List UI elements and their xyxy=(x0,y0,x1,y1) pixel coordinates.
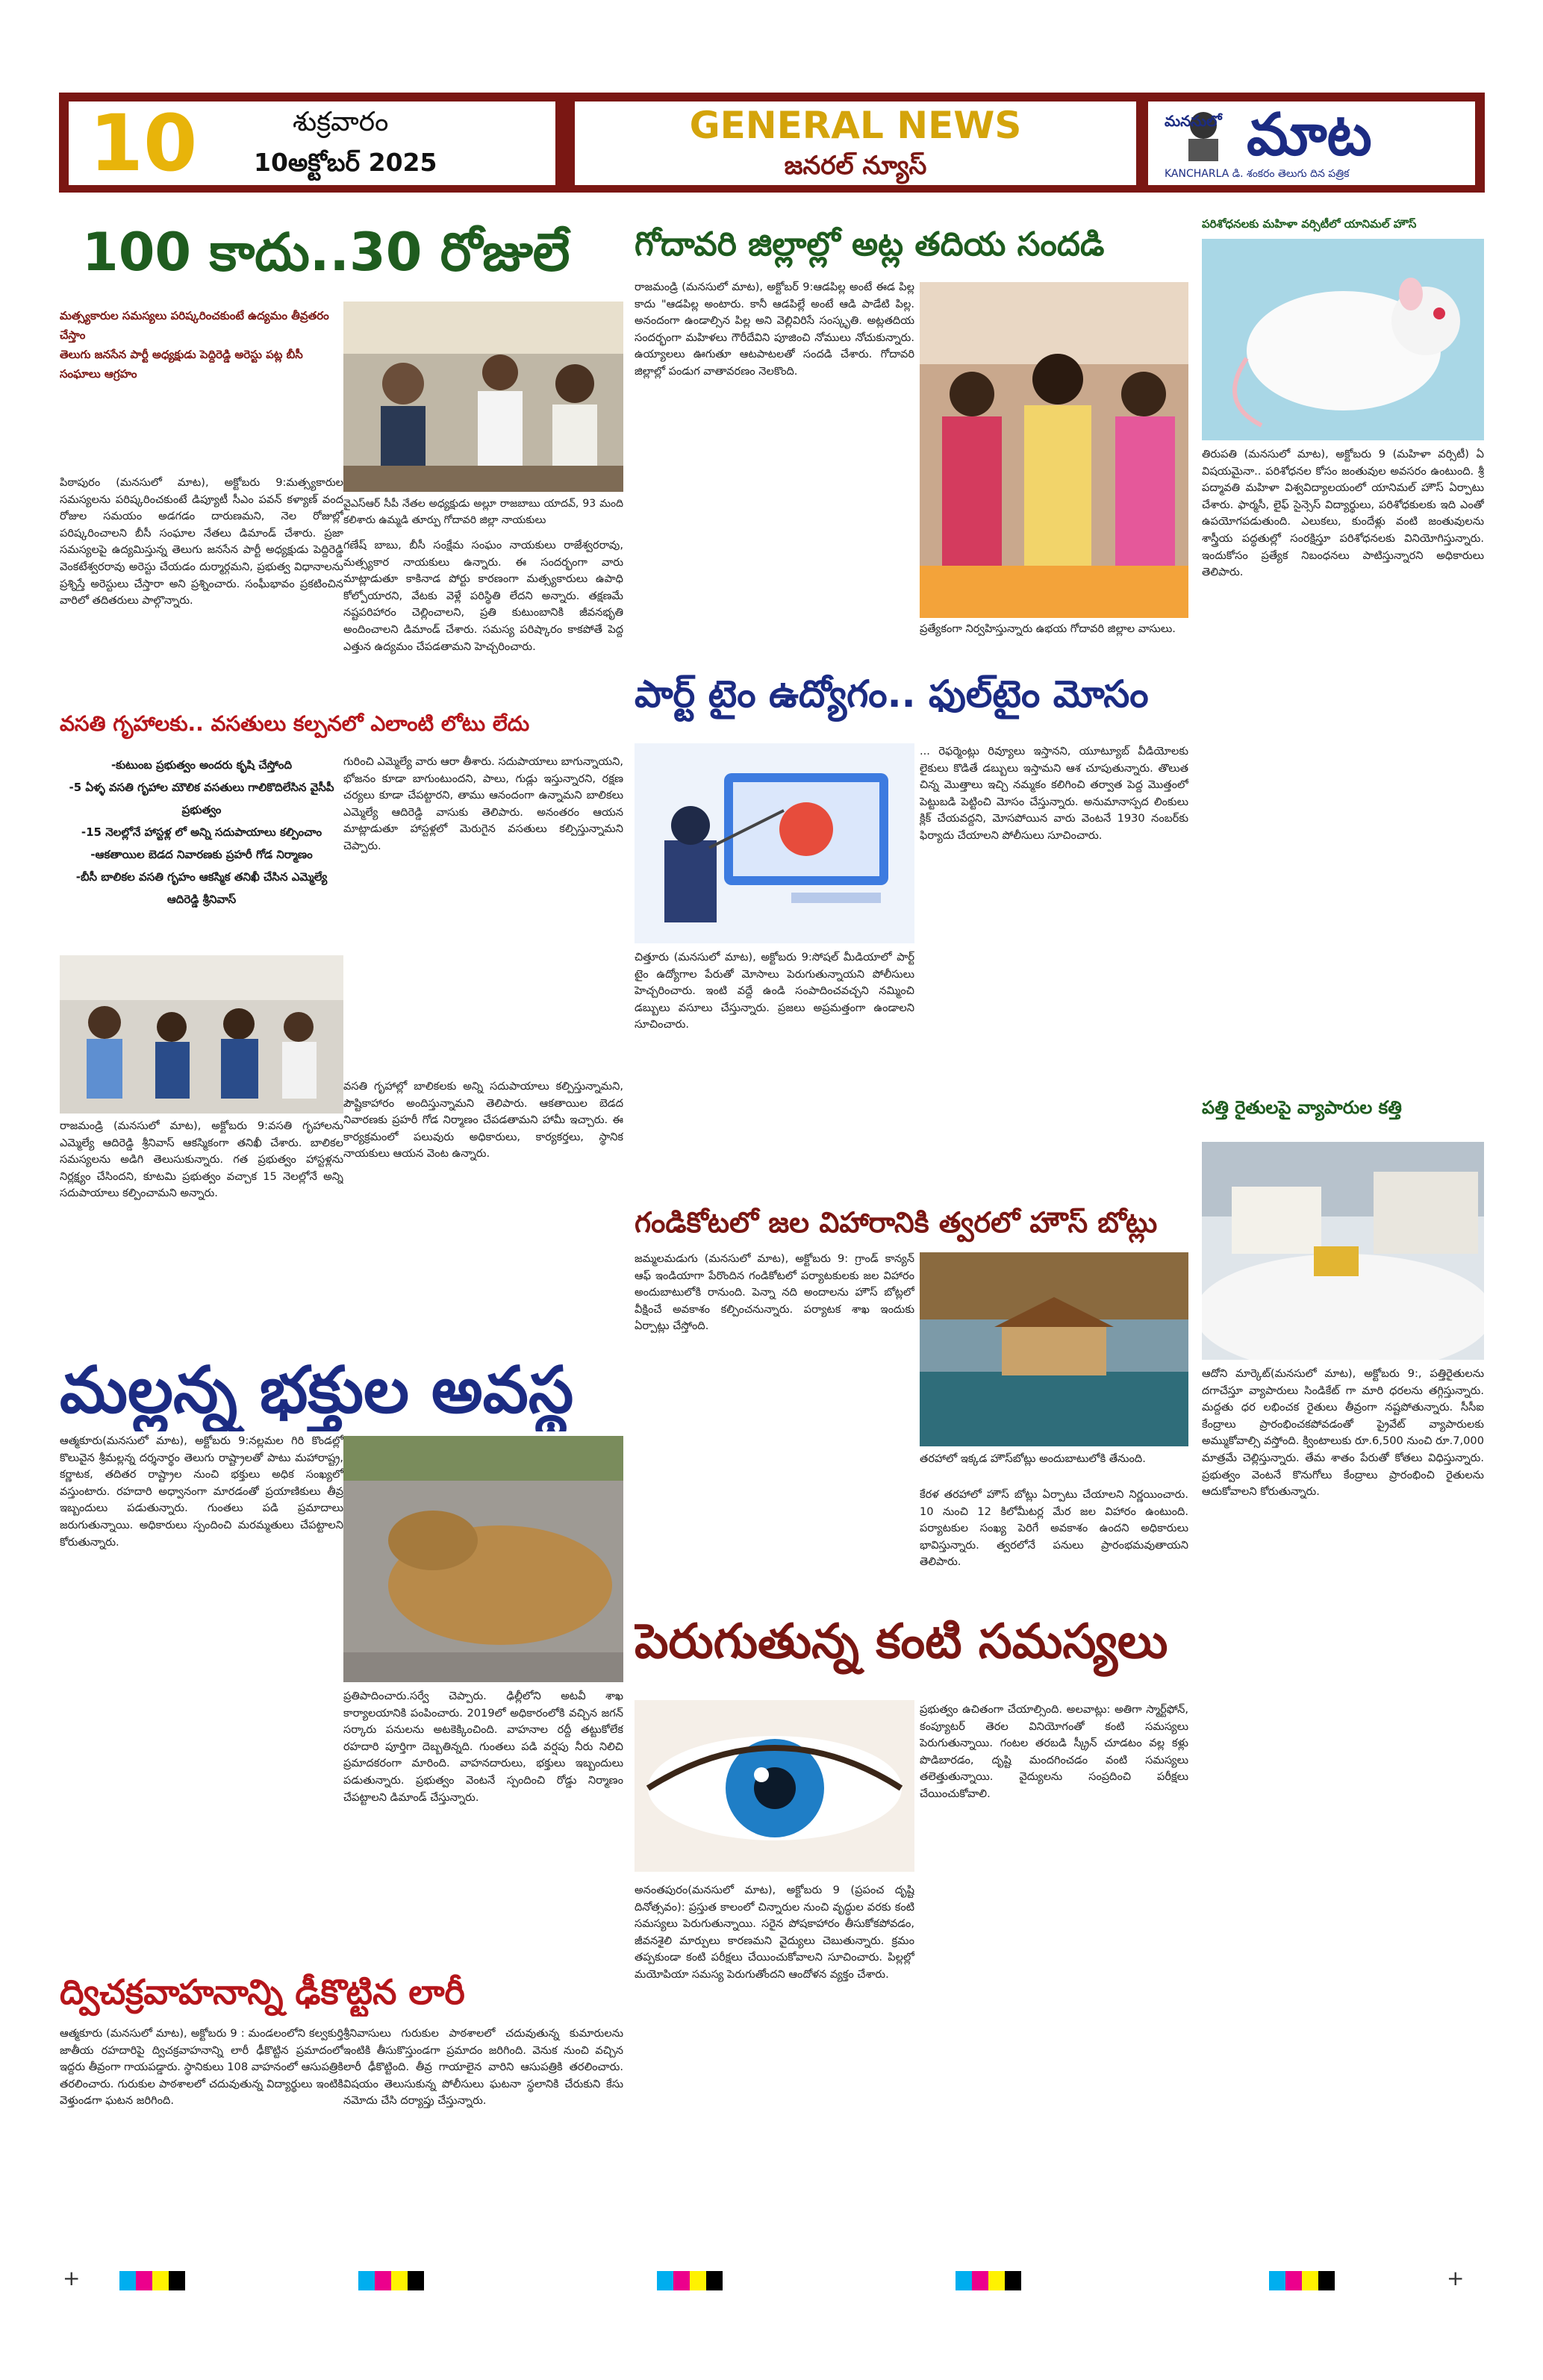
a1-body1: పిఠాపురం (మనసులో మాట), అక్టోబరు 9:మత్స్యకారుల సమస్యలను పరిష్కరించకుంటే డిప్యూటీ సీఎం పవన్ కళ్యాణ్ వంద రోజుల సమయం అడగడం దారుణమని, నెల రోజుల్లో పరిష్కరించాలని బీసీ సంఘాల నేతలు డిమాండ్ చేశారు. ప్రజా సమస్యలపై ఉద్యమిస్తున్న తెలుగు జనసేన పార్టీ అధ్యక్షుడు పెద్దిరెడ్డి వెంకటేశ్వరరావు అరెస్టు చేయడం దుర్మార్గమని, ప్రభుత్వ విధానాలను ప్రశ్నిస్తే అరెస్టులు చేస్తారా అని ప్రశ్నించారు. సంఘీభావం ప్రకటించిన వారిలో తదితరులు పాల్గొన్నారు. xyxy=(60,476,343,608)
a6-illustration xyxy=(635,743,914,943)
crop-mark-left: + xyxy=(63,2266,81,2290)
a2-photo xyxy=(60,955,343,1114)
a2-body-a: గురించి ఎమ్మెల్యే వారు ఆరా తీశారు. సదుపాయాలు బాగున్నాయని, భోజనం కూడా బాగుంటుందని, పాలు, గుడ్లు ఇస్తున్నారని, రక్షణ చర్యలు కూడా చేపట్టారని, తాము ఆనందంగా ఉన్నామని బాలికలు ఎమ్మెల్యే ఆదిరెడ్డి వాసుకు తెలిపారు. అనంతరం ఆయన మాట్లాడుతూ హాస్టళ్లలో మెరుగైన వసతులు కల్పిస్తున్నామని చెప్పారు. xyxy=(343,755,623,852)
a1-photo-caption: వైఎస్ఆర్ సీపీ నేతల అధ్యక్షుడు అల్లూ రాజబాబు యాదవ్, 93 మంది కలిశారు ఉమ్మడి తూర్పు గోదావరి జిల్లా నాయకులు xyxy=(343,498,623,526)
a4-headline: ద్విచక్రవాహనాన్ని ఢీకొట్టిన లారీ xyxy=(60,1972,465,2012)
a7-photo-caption: తరహాలో ఇక్కడ హౌస్‌బోట్లు అందుబాటులోకి తేనుంది. xyxy=(920,1452,1146,1465)
date-label: 10అక్టోబర్ 2025 xyxy=(254,148,437,177)
a5-photo xyxy=(920,282,1188,618)
a2-headline: వసతి గృహాలకు.. వసతులు కల్పనలో ఎలాంటి లోటు లేదు xyxy=(60,711,530,736)
a3-body1: ఆత్మకూరు(మనసులో మాట), అక్టోబరు 9:నల్లమల గిరి కొండల్లో కొలువైన శ్రీమల్లన్న దర్శనార్థం తెలుగు రాష్ట్రాలతో పాటు మహారాష్ట్ర, కర్ణాటక, తదితర రాష్ట్రాల నుంచి భక్తులు అధిక సంఖ్యలో వస్తుంటారు. రహదారి అధ్వానంగా మారడంతో ప్రయాణికులు తీవ్ర ఇబ్బందులు పడుతున్నారు. గుంతలు పడి ప్రమాదాలు జరుగుతున్నాయి. అధికారులు స్పందించి మరమ్మతులు చేపట్టాలని కోరుతున్నారు. xyxy=(60,1434,343,1549)
day-label: శుక్రవారం xyxy=(293,107,389,137)
a1-photo xyxy=(343,302,623,492)
color-bar-5 xyxy=(1269,2271,1335,2290)
color-bar-1 xyxy=(119,2271,185,2290)
brand-name: మాట xyxy=(1247,101,1372,169)
a1-subhead: మత్స్యకారుల సమస్యలు పరిష్కరించకుంటే ఉద్యమం తీవ్రతరం చేస్తాం తెలుగు జనసేన పార్టీ అధ్యక్షుడు పెద్దిరెడ్డి అరెస్టు పట్ల బీసీ సంఘాలు ఆగ్రహం xyxy=(60,309,329,381)
a2-bullets: -కుటుంబ ప్రభుత్వం అందరు కృషి చేస్తోంది -5 ఏళ్ళ వసతి గృహాల మౌలిక వసతులు గాలికొదిలేసిన వైసీపీ ప్రభుత్వం -15 నెలల్లోనే హాస్టళ్ల లో అన్ని సదుపాయాలు కల్పించాం -ఆకతాయిల బెడద నివారణకు ప్రహరీ గోడ నిర్మాణం -బీసీ బాలికల వసతి గృహం ఆకస్మిక తనిఖీ చేసిన ఎమ్మెల్యే ఆదిరెడ్డి శ్రీనివాస్ xyxy=(69,758,334,906)
section-title-en: GENERAL NEWS xyxy=(689,104,1022,147)
a8-headline: పెరుగుతున్న కంటి సమస్యలు xyxy=(635,1614,1168,1670)
a10-photo xyxy=(1202,1142,1484,1360)
a8-eye-photo xyxy=(635,1700,914,1872)
a5-photo-caption: ప్రత్యేకంగా నిర్వహిస్తున్నారు ఉభయ గోదావరి జిల్లాల వాసులు. xyxy=(920,622,1176,635)
a1-headline: 100 కాదు..30 రోజులే xyxy=(82,222,570,282)
a6-headline: పార్ట్ టైం ఉద్యోగం.. ఫుల్‌టైం మోసం xyxy=(635,672,1149,716)
a3-headline: మల్లన్న భక్తుల అవస్థ xyxy=(60,1353,574,1428)
brand-caption: KANCHARLA డి. శంకరం తెలుగు దిన పత్రిక xyxy=(1165,168,1350,180)
a10-headline: పత్తి రైతులపై వ్యాపారుల కత్తి xyxy=(1202,1097,1402,1118)
a1-body2: గణేష్ బాబు, బీసీ సంక్షేమ సంఘం నాయకులు రాజేశ్వరరావు, మత్స్యకార నాయకులు ఉన్నారు. ఈ సందర్భంగా వారు మాట్లాడుతూ కాకినాడ పోర్టు కారణంగా మత్స్యకారులు ఉపాధి కోల్పోయారని, వేటకు వెళ్లే పరిస్థితి లేదని అన్నారు. తక్షణమే నష్టపరిహారం చెల్లించాలని, ప్రతి కుటుంబానికి జీవనభృతి అందించాలని డిమాండ్ చేశారు. సమస్య పరిష్కారం కాకపోతే పెద్ద ఎత్తున ఉద్యమం చేపడతామని హెచ్చరించారు. xyxy=(343,539,623,653)
color-bar-2 xyxy=(358,2271,424,2290)
a4-body2: శ్రీనివాసులు గురుకుల పాఠశాలలో చదువుతున్న కుమారులను ఇంటికి తీసుకొస్తుండగా ప్రమాదం జరిగింది. వెనుక నుంచి వచ్చిన లారీ ఢీకొట్టింది. తీవ్ర గాయాలైన వారిని ఆసుపత్రికి తరలించారు. విషయం తెలుసుకున్న పోలీసులు ఘటనా స్థలానికి చేరుకుని కేసు నమోదు చేసి దర్యాప్తు చేస్తున్నారు. xyxy=(343,2027,623,2108)
a7-body1: జమ్మలమడుగు (మనసులో మాట), అక్టోబరు 9: గ్రాండ్ కాన్యన్ ఆఫ్ ఇండియాగా పేరొందిన గండికోటలో పర్యాటకులకు జల విహారం అందుబాటులోకి రానుంది. పెన్నా నది అందాలను హౌస్ బోట్లలో వీక్షించే అవకాశం కల్పించనున్నారు. పర్యాటక శాఖ ఇందుకు ఏర్పాట్లు చేస్తోంది. xyxy=(635,1252,914,1333)
page-number: 10 xyxy=(89,101,198,185)
section-title-te: జనరల్ న్యూస్ xyxy=(784,151,927,181)
a5-headline: గోదావరి జిల్లాల్లో అట్ల తదియ సందడి xyxy=(635,225,1105,263)
a2-body-c: వసతి గృహాల్లో బాలికలకు అన్ని సదుపాయాలు కల్పిస్తున్నామని, పౌష్టికాహారం అందిస్తున్నామని తెలిపారు. ఆకతాయిల బెడద నివారణకు ప్రహరీ గోడ నిర్మాణం చేపడతామని హామీ ఇచ్చారు. ఈ కార్యక్రమంలో పలువురు అధికారులు, కార్యకర్తలు, స్థానిక నాయకులు ఆయన వెంట ఉన్నారు. xyxy=(343,1080,623,1161)
a3-body2: ప్రతిపాదించారు.సర్వే చెప్పారు. ఢిల్లీలోని అటవీ శాఖ కార్యాలయానికి పంపించారు. 2019లో అధికారంలోకి వచ్చిన జగన్ సర్కారు పనులను అటకెక్కించింది. వాహనాల రద్దీ తట్టుకోలేక రహదారి పూర్తిగా దెబ్బతిన్నది. గుంతలు పడి వర్షపు నీరు నిలిచి ప్రమాదకరంగా మారింది. వాహనదారులు, భక్తులు ఇబ్బందులు పడుతున్నారు. ప్రభుత్వం వెంటనే స్పందించి రోడ్డు నిర్మాణం చేపట్టాలని డిమాండ్ చేస్తున్నారు. xyxy=(343,1690,623,1804)
a9-photo xyxy=(1202,239,1484,440)
a2-body-b: రాజమండ్రి (మనసులో మాట), అక్టోబరు 9:వసతి గృహాలను ఎమ్మెల్యే ఆదిరెడ్డి శ్రీనివాస్ ఆకస్మికంగా తనిఖీ చేశారు. బాలికల సమస్యలను అడిగి తెలుసుకున్నారు. గత ప్రభుత్వం హాస్టళ్లను నిర్లక్ష్యం చేసిందని, కూటమి ప్రభుత్వం వచ్చాక 15 నెలల్లోనే అన్ని సదుపాయాలు కల్పించామని అన్నారు. xyxy=(60,1119,343,1200)
a3-photo xyxy=(343,1436,623,1682)
crop-mark-right: + xyxy=(1447,2266,1465,2290)
a6-body1: చిత్తూరు (మనసులో మాట), అక్టోబరు 9:సోషల్ మీడియాలో పార్ట్ టైం ఉద్యోగాల పేరుతో మోసాలు పెరుగుతున్నాయని పోలీసులు హెచ్చరించారు. ఇంటి వద్దే ఉండి సంపాదించవచ్చని నమ్మించి డబ్బులు వసూలు చేస్తున్నారు. ప్రజలు అప్రమత్తంగా ఉండాలని సూచించారు. xyxy=(635,951,914,1031)
color-bar-3 xyxy=(657,2271,723,2290)
color-bar-4 xyxy=(956,2271,1021,2290)
a7-headline: గండికోటలో జల విహారానికి త్వరలో హౌస్ బోట్లు xyxy=(635,1206,1158,1239)
a6-body2: ... రెఫర్మెంట్లు రివ్యూలు ఇస్తానని, యూట్యూబ్ వీడియోలకు లైకులు కొడితే డబ్బులు ఇస్తామని ఆశ చూపుతున్నారు. తొలుత చిన్న మొత్తాలు ఇచ్చి నమ్మకం కలిగించి తర్వాత పెద్ద మొత్తంలో పెట్టుబడి పెట్టించి మోసం చేస్తున్నారు. అనుమానాస్పద లింకులు క్లిక్ చేయవద్దని, మోసపోయిన వారు వెంటనే 1930 నంబర్‌కు ఫిర్యాదు చేయాలని పోలీసులు సూచించారు. xyxy=(920,745,1188,842)
a8-body2: అనంతపురం(మనసులో మాట), అక్టోబరు 9 (ప్రపంచ దృష్టి దినోత్సవం): ప్రస్తుత కాలంలో చిన్నారుల నుంచి వృద్ధుల వరకు కంటి సమస్యలు పెరుగుతున్నాయి. సరైన పోషకాహారం తీసుకోకపోవడం, జీవనశైలి మార్పులు కారణమని వైద్యులు చెబుతున్నారు. క్రమం తప్పకుండా కంటి పరీక్షలు చేయించుకోవాలని సూచించారు. పిల్లల్లో మయోపియా సమస్య పెరుగుతోందని ఆందోళన వ్యక్తం చేశారు. xyxy=(635,1884,914,1981)
a9-body1: తిరుపతి (మనసులో మాట), అక్టోబరు 9 (మహిళా వర్సిటీ) ఏ విషయమైనా.. పరిశోధనల కోసం జంతువుల అవసరం ఉంటుంది. శ్రీ పద్మావతి మహిళా విశ్వవిద్యాలయంలో యానిమల్ హౌస్ ఏర్పాటు చేశారు. ఫార్మసీ, లైఫ్ సైన్సెస్ విద్యార్థులు, పరిశోధకులకు ఇది ఎంతో ఉపయోగపడుతుంది. ఎలుకలు, కుందేళ్లు వంటి జంతువులను శాస్త్రీయ పద్ధతుల్లో సంరక్షిస్తూ పరిశోధనలకు వినియోగిస్తున్నారు. ఇందుకోసం ప్రత్యేక నిబంధనలు పాటిస్తున్నారని అధికారులు తెలిపారు. xyxy=(1202,448,1484,579)
a7-photo xyxy=(920,1252,1188,1446)
a10-body1: ఆదోని మార్కెట్(మనసులో మాట), అక్టోబరు 9:, పత్తిరైతులను దగాచేస్తూ వ్యాపారులు సిండికేట్ గా మారి ధరలను తగ్గిస్తున్నారు. మద్దతు ధర లభించక రైతులు తీవ్రంగా నష్టపోతున్నారు. సీసీఐ కేంద్రాలు ప్రారంభించకపోవడంతో ప్రైవేట్ వ్యాపారులకు అమ్ముకోవాల్సి వస్తోంది. క్వింటాలుకు రూ.6,500 నుంచి రూ.7,000 మాత్రమే చెల్లిస్తున్నారు. తేమ శాతం పేరుతో కోతలు విధిస్తున్నారు. ప్రభుత్వం వెంటనే కొనుగోలు కేంద్రాలు ప్రారంభించి రైతులను ఆదుకోవాలని కోరుతున్నారు. xyxy=(1202,1367,1484,1499)
a8-body1: ప్రభుత్వం ఉచితంగా చేయాల్సింది. అలవాట్లు: అతిగా స్మార్ట్‌ఫోన్, కంప్యూటర్ తెరల వినియోగంతో కంటి సమస్యలు పెరుగుతున్నాయి. గంటల తరబడి స్క్రీన్ చూడటం వల్ల కళ్లు పొడిబారడం, దృష్టి మందగించడం వంటి సమస్యలు తలెత్తుతున్నాయి. వైద్యులను సంప్రదించి పరీక్షలు చేయించుకోవాలి. xyxy=(920,1703,1188,1800)
a7-body2: కేరళ తరహాలో హౌస్ బోట్లు ఏర్పాటు చేయాలని నిర్ణయించారు. 10 నుంచి 12 కిలోమీటర్ల మేర జల విహారం ఉంటుంది. పర్యాటకుల సంఖ్య పెరిగే అవకాశం ఉందని అధికారులు భావిస్తున్నారు. త్వరలోనే పనులు ప్రారంభమవుతాయని తెలిపారు. xyxy=(920,1488,1188,1569)
brand-small: మనసులో xyxy=(1165,112,1222,130)
a5-body1: రాజమండ్రి (మనసులో మాట), అక్టోబర్ 9:ఆడపిల్ల అంటే ఈడ పిల్ల కాదు "ఆడపిల్ల అంటారు. కానీ ఆడపిల్లే అంటే ఆడి పాడేటి పిల్ల. అనందంగా ఉండాల్సిన పిల్ల అని వెల్లివిరిసే సంస్కృతి. అట్లతదియ సందర్భంగా మహిళలు గౌరీదేవిని పూజించి నోములు నోచుకున్నారు. ఉయ్యాలలు ఊగుతూ ఆటపాటలతో సందడి చేశారు. గోదావరి జిల్లాల్లో పండుగ వాతావరణం నెలకొంది. xyxy=(635,281,914,378)
a4-body1: ఆత్మకూరు (మనసులో మాట), అక్టోబరు 9 : మండలంలోని కల్వకుర్తి జాతీయ రహదారిపై ద్విచక్రవాహనాన్ని లారీ ఢీకొట్టిన ప్రమాదంలో ఇద్దరు తీవ్రంగా గాయపడ్డారు. స్థానికులు 108 వాహనంలో ఆసుపత్రికి తరలించారు. గురుకుల పాఠశాలలో చదువుతున్న విద్యార్థులు ఇంటికి వెళ్తుండగా ఘటన జరిగింది. xyxy=(60,2027,343,2108)
a9-headline: పరిశోధనలకు మహిళా వర్సిటీలో యానిమల్ హౌస్ xyxy=(1202,217,1417,231)
